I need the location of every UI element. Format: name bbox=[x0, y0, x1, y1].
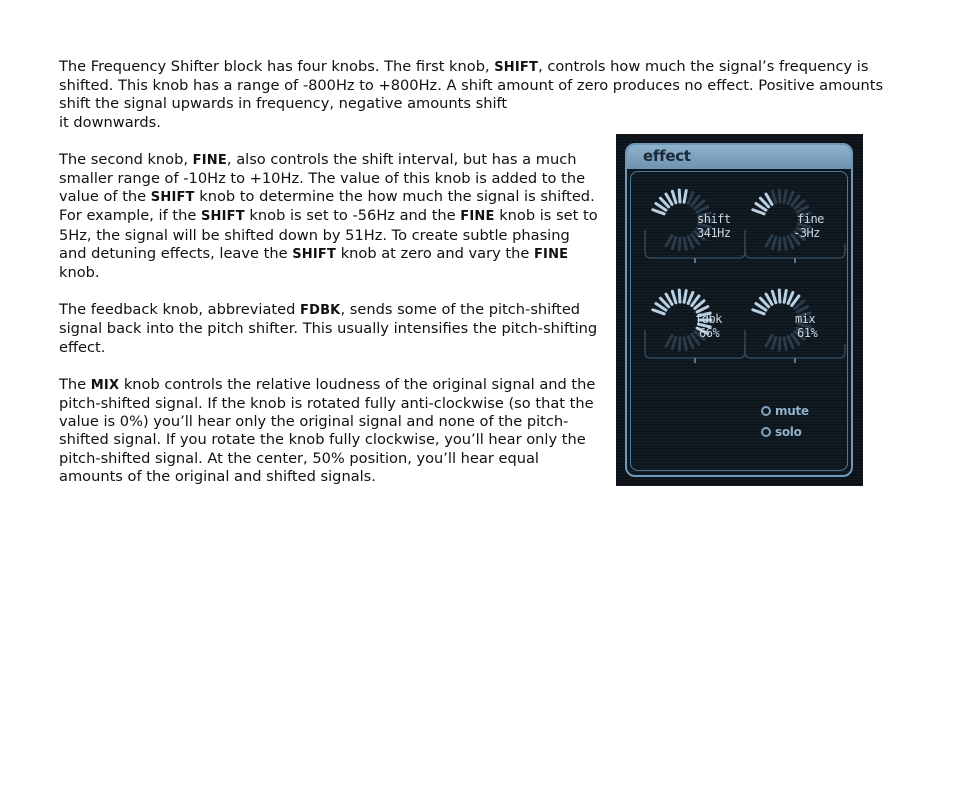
keyword-shift: SHIFT bbox=[150, 190, 195, 206]
text: The Frequency Shifter block has four knobs. The first knob, bbox=[59, 58, 495, 75]
knob-tick bbox=[688, 337, 693, 348]
panel-title: effect bbox=[643, 147, 691, 165]
text: knob. bbox=[59, 264, 100, 282]
paragraph-shift bbox=[59, 58, 899, 132]
knob-value: 61% bbox=[797, 326, 818, 340]
knob-tick bbox=[666, 336, 672, 346]
knob-tick-lit bbox=[766, 194, 772, 204]
knob-tick bbox=[772, 237, 775, 248]
knob-tick bbox=[772, 191, 775, 202]
knob-tick bbox=[772, 337, 775, 348]
knob-label: fine bbox=[797, 212, 824, 226]
knob-tick bbox=[788, 337, 793, 348]
knob-tick bbox=[679, 238, 680, 250]
knob-tick-lit bbox=[779, 290, 780, 302]
knob-tick-lit bbox=[684, 190, 686, 202]
effect-panel-image bbox=[616, 134, 863, 486]
paragraph-fine bbox=[59, 151, 599, 282]
text: it downwards. bbox=[59, 113, 161, 131]
knob-fdbk[interactable] bbox=[639, 284, 749, 374]
knob-value: -3Hz bbox=[793, 226, 820, 240]
text: The second knob, bbox=[59, 150, 193, 168]
knob-value: 66% bbox=[699, 326, 720, 340]
knob-tick-lit bbox=[679, 190, 680, 202]
paragraph-fdbk bbox=[59, 301, 599, 357]
knob-tick bbox=[766, 336, 772, 346]
text: knob to determine the how much the signal is shifted. For example, if the bbox=[59, 188, 595, 225]
knob-tick bbox=[672, 237, 675, 248]
keyword-shift: SHIFT bbox=[494, 60, 539, 75]
knob-mix[interactable] bbox=[739, 284, 849, 374]
panel-header bbox=[627, 145, 851, 169]
knob-fine[interactable] bbox=[739, 184, 849, 274]
knob-tick bbox=[784, 238, 786, 250]
knob-mix-dial bbox=[739, 284, 849, 374]
knob-tick bbox=[684, 238, 686, 250]
knob-tick-lit bbox=[679, 290, 680, 302]
keyword-shift: SHIFT bbox=[200, 209, 245, 225]
text: , controls how much the signal’s frequency is shifted. This knob has a range of -800Hz to +800Hz. A shift amount of zero produces no effect. Positive amounts shift the signal upwards in frequency, negative amounts shift bbox=[59, 58, 884, 113]
text: knob at zero and vary the bbox=[336, 244, 534, 262]
text: The feedback knob, abbreviated bbox=[59, 301, 300, 319]
text: , sends some of the pitch-shifted signal back into the pitch shifter. This usually intensifies the pitch-shifting effect. bbox=[59, 301, 598, 356]
knob-tick-lit bbox=[766, 294, 772, 304]
knob-tick-lit bbox=[772, 291, 775, 302]
text: knob controls the relative loudness of the original signal and the pitch-shifted signal. If the knob is rotated fully anti-clockwise (so that the value is 0%) you’ll hear only the original signal and none of the pitch-shifted signal. If you rotate the knob fully clockwise, you’ll hear only the pitch-shifted signal. At the center, 50% position, you’ll hear equal amounts of the original and shifted signals. bbox=[59, 375, 596, 485]
knob-tick bbox=[779, 338, 780, 350]
radio-ring-icon bbox=[761, 427, 771, 437]
keyword-fdbk: FDBK bbox=[300, 303, 341, 319]
knob-tick bbox=[784, 190, 786, 202]
mute-toggle[interactable] bbox=[761, 404, 809, 418]
keyword-fine: FINE bbox=[192, 152, 227, 168]
knob-shift-dial bbox=[639, 184, 749, 274]
keyword-shift: SHIFT bbox=[292, 246, 337, 262]
keyword-mix: MIX bbox=[90, 377, 120, 393]
panel-frame bbox=[625, 143, 853, 477]
knob-tick-lit bbox=[684, 290, 686, 302]
knob-tick bbox=[779, 190, 780, 202]
knob-value: 341Hz bbox=[697, 226, 731, 240]
text: knob is set to -56Hz and the bbox=[244, 207, 461, 225]
knob-tick bbox=[766, 236, 772, 246]
knob-tick bbox=[679, 338, 680, 350]
solo-toggle[interactable] bbox=[761, 425, 802, 439]
knob-label: mix bbox=[795, 312, 816, 326]
knob-tick-lit bbox=[753, 210, 764, 214]
knob-tick-lit bbox=[666, 194, 672, 204]
keyword-fine: FINE bbox=[533, 246, 569, 262]
knob-tick bbox=[684, 338, 686, 350]
knob-tick bbox=[784, 338, 786, 350]
knob-tick-lit bbox=[653, 310, 664, 314]
knob-shift[interactable] bbox=[639, 184, 749, 274]
knob-tick-lit bbox=[753, 310, 764, 314]
knob-bracket bbox=[645, 330, 745, 358]
knob-fdbk-dial bbox=[639, 284, 749, 374]
knob-tick-lit bbox=[672, 191, 675, 202]
knob-tick-lit bbox=[672, 291, 675, 302]
panel-inner bbox=[630, 171, 848, 471]
paragraph-mix bbox=[59, 376, 599, 486]
knob-tick bbox=[788, 192, 793, 203]
knob-tick bbox=[666, 236, 672, 246]
text: knob is set to 5Hz, the signal will be shifted down by 51Hz. To create subtle phasing and detuning effects, leave the bbox=[59, 207, 598, 262]
text: The bbox=[59, 375, 91, 393]
knob-tick-lit bbox=[666, 294, 672, 304]
solo-label: solo bbox=[775, 425, 802, 439]
radio-ring-icon bbox=[761, 406, 771, 416]
knob-tick bbox=[779, 238, 780, 250]
knob-tick bbox=[672, 337, 675, 348]
knob-tick-lit bbox=[688, 292, 693, 303]
knob-bracket bbox=[745, 330, 845, 358]
knob-tick-lit bbox=[784, 290, 786, 302]
text: , also controls the shift interval, but has a much smaller range of -10Hz to +10Hz. The value of this knob is added to the value of the bbox=[59, 150, 586, 206]
mute-label: mute bbox=[775, 404, 809, 418]
knob-tick-lit bbox=[653, 210, 664, 214]
keyword-fine: FINE bbox=[460, 209, 495, 225]
knob-tick bbox=[688, 237, 693, 248]
knob-tick bbox=[688, 192, 693, 203]
knob-tick-lit bbox=[788, 292, 793, 303]
knob-label: fdbk bbox=[695, 312, 722, 326]
knob-label: shift bbox=[697, 212, 731, 226]
